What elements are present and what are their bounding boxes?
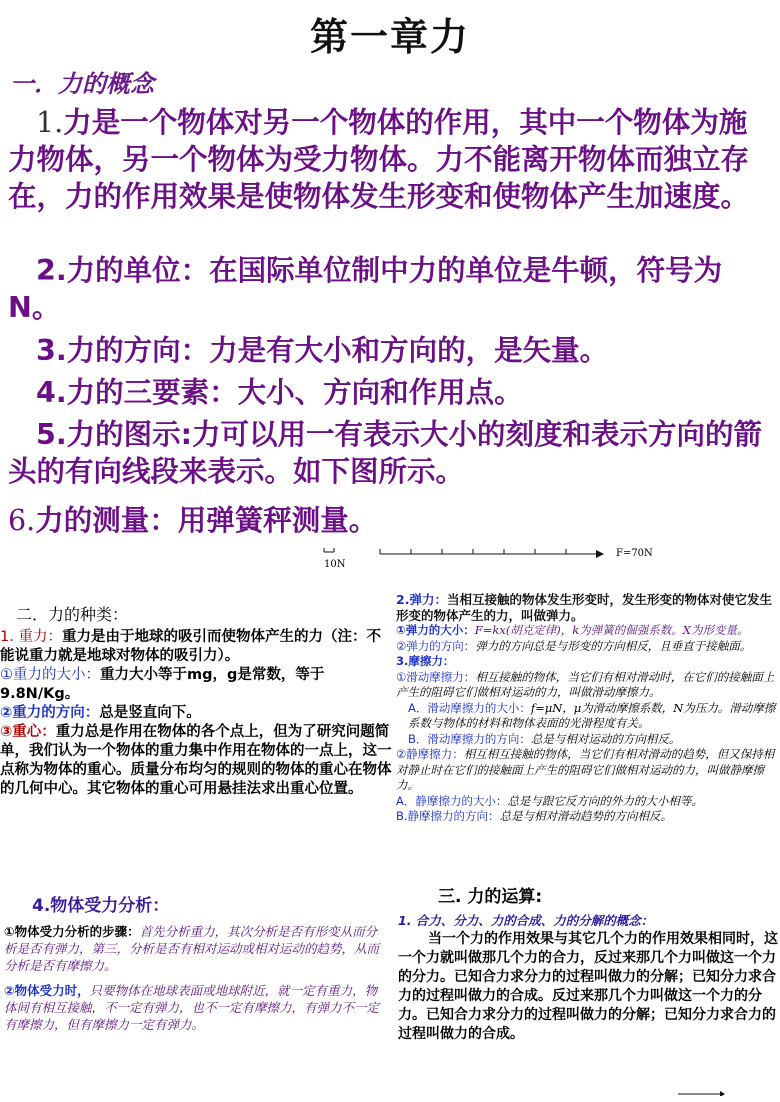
composition-concept-heading: 1. 合力、分力、力的合成、力的分解的概念：: [398, 913, 654, 928]
analysis-note: [4, 982, 388, 1033]
center-lead: ③重心：: [0, 724, 56, 740]
small-force-sketch: [676, 1080, 726, 1096]
sliding-direction: [396, 732, 780, 748]
sliding-direction-text: 总是与相对运动的方向相反。: [530, 731, 681, 746]
unit-label: 10N: [324, 559, 346, 570]
gravity-direction: [0, 704, 392, 723]
paragraph-force-unit: 2.力的单位：在国际单位制中力的单位是牛顿，符号为N。: [8, 254, 723, 324]
sliding-direction-lead: B．滑动摩擦力的方向：: [408, 731, 531, 746]
analysis-steps: [4, 923, 388, 974]
elastic-lead: 2.弹力：: [396, 592, 447, 607]
p6-number: 6.: [8, 504, 36, 537]
force-arrow-ticks: [380, 549, 566, 554]
center-text: 重力总是作用在物体的各个点上，但为了研究问题简单，我们认为一个物体的重力集中作用在物体的一点上，这一点称为物体的重心。质量分布均匀的规则的物体的重心在物体的几何中心。其它物体的重心可用悬挂法求出重心位置。: [0, 724, 392, 797]
friction-heading: [396, 654, 780, 670]
sliding-size-text: f=μN，μ为滑动摩擦系数，N为压力。滑动摩擦系数与物体的材料和物体表面的光滑程度有关。: [408, 700, 776, 730]
paragraph-force-diagram: 5.力的图示:力可以用一有表示大小的刻度和表示方向的箭头的有向线段来表示。如下图所示。: [8, 418, 763, 488]
gravity-text: 重力是由于地球的吸引而使物体产生的力（注：不能说重力就是地球对物体的吸引力）。: [0, 629, 381, 664]
static-direction-lead: B.静摩擦力的方向：: [396, 809, 500, 823]
paragraph-force-definition: [8, 104, 774, 215]
gravity-definition: [0, 628, 392, 666]
sliding-text: 相互接触的物体，当它们有相对滑动时，在它们的接触面上产生的阻碍它们做相对运动的力，叫做滑动摩擦力。: [396, 669, 775, 699]
gravity-size-text: 重力大小等于mg，g是常数，等于9.8N/Kg。: [0, 667, 325, 702]
static-size: [396, 794, 780, 810]
paragraph-force-direction: 3.力的方向：力是有大小和方向的，是矢量。: [36, 334, 609, 367]
analysis-steps-lead: ①物体受力分析的步骤：: [4, 924, 140, 939]
gravity-size-lead: ①重力的大小：: [0, 667, 100, 683]
analysis-note-text: 只要物体在地球表面或地球附近，就一定有重力，物体间有相互接触，不一定有弹力，也不一定有摩擦力，有弹力不一定有摩擦力，但有摩擦力一定有弹力。: [4, 983, 380, 1032]
section3-heading: 三. 力的运算:: [438, 887, 543, 907]
elastic-size-text: F=kx(胡克定律)，k为弹簧的倔强系数。X为形变量。: [474, 623, 749, 637]
elastic-direction-text: 弹力的方向总是与形变的方向相反，且垂直于接触面。: [475, 638, 752, 653]
p6-text: 力的测量：用弹簧秤测量。: [35, 504, 378, 537]
page-title: 第一章力: [309, 15, 470, 59]
section4-panel: [4, 898, 388, 1033]
elastic-friction-panel: [396, 592, 780, 825]
sliding-lead: ①滑动摩擦力：: [396, 669, 476, 684]
sliding-friction: [396, 670, 780, 701]
p1-number: 1.: [36, 106, 64, 139]
analysis-steps-text: 首先分析重力，其次分析是否有形变从而分析是否有弹力，第三，分析是否有相对运动或相对运动的趋势，从而分析是否有摩擦力。: [4, 924, 380, 973]
elastic-size: [396, 623, 780, 639]
static-lead: ②静摩擦力：: [396, 747, 464, 761]
gravity-lead: 1. 重力：: [0, 629, 62, 645]
elastic-definition: [396, 592, 780, 623]
paragraph-force-measure: [8, 502, 774, 539]
force-label: F=70N: [616, 548, 653, 559]
analysis-note-lead: ②物体受力时，: [4, 983, 90, 998]
center-of-gravity: [0, 723, 392, 799]
static-text: 相互相互接触的物体，当它们有相对滑动的趋势，但又保持相对静止时在它们的接触面上产生的阻碍它们做相对运动的力，叫做静摩擦力。: [396, 747, 775, 792]
force-scale-diagram: [320, 540, 660, 572]
elastic-text: 当相互接触的物体发生形变时，发生形变的物体对使它发生形变的物体产生的力，叫做弹力。: [396, 592, 772, 623]
sliding-size: [396, 701, 780, 732]
static-size-lead: A．静摩擦力的大小：: [396, 793, 508, 808]
gravity-direction-lead: ②重力的方向：: [0, 705, 100, 721]
static-friction: [396, 747, 780, 794]
gravity-size: [0, 666, 392, 704]
static-direction: [396, 809, 780, 825]
elastic-direction-lead: ②弹力的方向：: [396, 638, 476, 653]
section2-heading: 二．力的种类：: [16, 605, 129, 624]
friction-lead: 3.摩擦力：: [396, 654, 455, 668]
p1-text: 力是一个物体对另一个物体的作用，其中一个物体为施力物体，另一个物体为受力物体。力不能离开物体而独立存在，力的作用效果是使物体发生形变和使物体产生加速度。: [8, 106, 750, 213]
elastic-size-lead: ①弹力的大小：: [396, 623, 475, 637]
gravity-direction-text: 总是竖直向下。: [99, 705, 201, 721]
section3-panel: [398, 888, 780, 1044]
section1-heading: 一．力的概念: [10, 70, 154, 98]
sliding-size-lead: A．滑动摩擦力的大小：: [408, 700, 531, 715]
elastic-direction: [396, 639, 780, 655]
force-arrow-head: [596, 550, 604, 558]
paragraph-three-elements: 4.力的三要素：大小、方向和作用点。: [36, 376, 523, 409]
composition-body: 当一个力的作用效果与其它几个力的作用效果相同时，这一个力就叫做那几个力的合力，反过来那几个力叫做这一个力的分力。已知合力求分力的过程叫做力的分解；已知分力求合力的过程叫做力的合成。反过来那几个力叫做这一个力的分力。已知合力求分力的过程叫做力的分解；已知分力求合力的过程叫做力的合成。: [398, 931, 778, 1042]
static-size-text: 总是与跟它反方向的外力的大小相等。: [507, 793, 703, 808]
static-direction-text: 总是与相对滑动趋势的方向相反。: [499, 809, 673, 823]
section2-panel: [0, 605, 392, 799]
section4-heading: 4.物体受力分析：: [32, 896, 170, 916]
